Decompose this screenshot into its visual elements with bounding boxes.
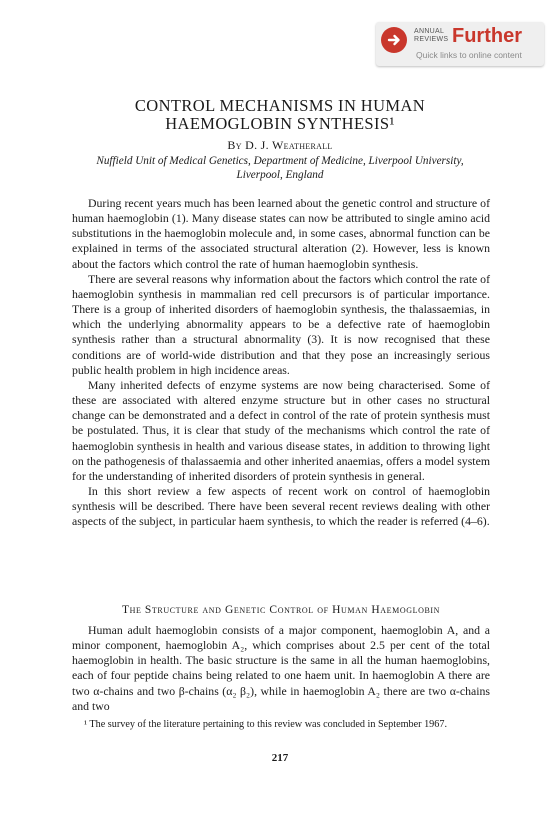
affiliation-line-1: Nuffield Unit of Medical Genetics, Department of Medicine, Liverpool University,	[96, 155, 464, 167]
section-heading: The Structure and Genetic Control of Human Haemoglobin	[121, 604, 441, 616]
annual-reviews-further-badge[interactable]	[376, 22, 544, 66]
badge-further-text: Further	[452, 25, 522, 47]
section-paragraph: Human adult haemoglobin consists of a major component, haemoglobin A, and a minor component, haemoglobin A₂, which comprises about 2.5 per cent of the total haemoglobin in health. The basic structure is the same in all the human haemoglobins, each of four peptide chains being related to one haem unit. In haemoglobin A there are two α-chains and two β-chains (α₂ β₂), while in haemoglobin A₂ there are two α-chains and two	[72, 623, 490, 713]
badge-quick-links-text[interactable]: Quick links to online content	[416, 50, 522, 60]
article-title-line-2: HAEMOGLOBIN SYNTHESIS¹	[165, 114, 395, 133]
badge-annual-text: ANNUAL	[414, 28, 445, 35]
affiliation-line-2: Liverpool, England	[236, 169, 324, 181]
footnote	[72, 718, 490, 732]
arrow-right-icon	[385, 31, 403, 49]
section-body	[72, 623, 490, 714]
page-number: 217	[271, 752, 289, 764]
footnote-text: ¹ The survey of the literature pertaining to this review was concluded in September 1967.	[84, 719, 448, 730]
paragraph-3: Many inherited defects of enzyme systems are now being characterised. Some of these are associated with altered enzyme structure but in other cases no structural change can be demonstrated and a defect in control of the rate of protein synthesis must be postulated. Thus, it is clear that study of the mechanisms which control the rate of haemoglobin synthesis in health and various disease states, in addition to throwing light on the pathogenesis of thalassaemia and other inherited anaemias, offers a model system for the understanding of inherited disorders of protein synthesis in general.	[72, 377, 490, 483]
introduction-body	[72, 196, 490, 529]
badge-reviews-text: REVIEWS	[414, 36, 449, 43]
paragraph-1: During recent years much has been learned about the genetic control and structure of human haemoglobin (1). Many disease states can now be attributed to single amino acid substitutions in the haemoglobin molecule and, in some cases, abnormal function can be explained in terms of the associated structural alteration (2). However, less is known about the factors which control the rate of human haemoglobin synthesis.	[72, 196, 490, 271]
article-title-line-1: CONTROL MECHANISMS IN HUMAN	[134, 96, 426, 115]
paragraph-4: In this short review a few aspects of recent work on control of haemoglobin synthesis will be described. There have been several recent reviews dealing with other aspects of the subject, in particular haem synthesis, to which the reader is referred (4–6).	[72, 483, 490, 529]
paragraph-2: There are several reasons why information about the factors which control the rate of haemoglobin synthesis in mammalian red cell precursors is of particular importance. There is a group of inherited disorders of haemoglobin synthesis, the thalassaemias, in which the underlying abnormality appears to be a defective rate of haemoglobin synthesis rather than a structural abnormality (3). It is now recognised that these conditions are of world-wide distribution and that they pose an increasingly serious public health problem in high incidence areas.	[72, 271, 490, 377]
author-byline: By D. J. Weatherall	[227, 138, 333, 152]
